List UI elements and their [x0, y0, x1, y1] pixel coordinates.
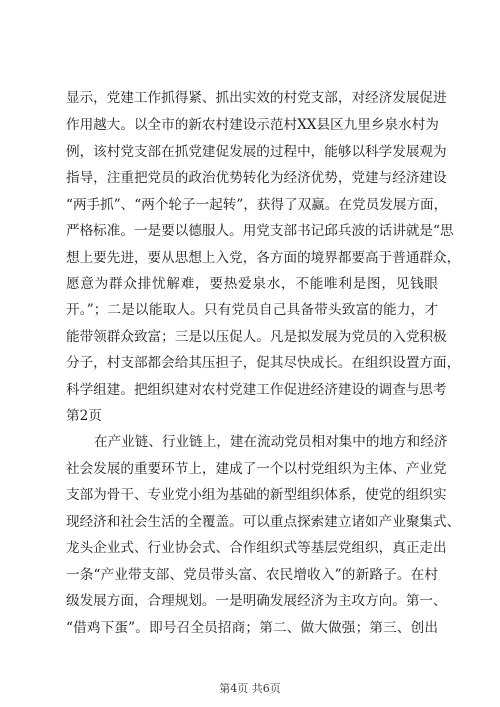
body-text-line: 级发展方面，合理规划。一是明确发展经济为主攻方向。第一、 — [66, 593, 447, 609]
body-text-line: 显示，党建工作抓得紧、抓出实效的村党支部，对经济发展促进 — [66, 90, 447, 106]
body-text-line: 想上要先进，要从思想上入党，各方面的境界都要高于普通群众， — [66, 250, 461, 266]
body-text-line: 支部为骨干、专业党小组为基础的新型组织体系，使党的组织实 — [66, 487, 447, 503]
body-text-line: 社会发展的重要环节上，建成了一个以村党组织为主体、产业党 — [66, 461, 447, 477]
body-text-line: 愿意为群众排忧解难，要热爱泉水，不能唯利是图，见钱眼 — [66, 276, 438, 292]
body-text-line: 一条“产业带支部、党员带头富、农民增收入”的新路子。在村 — [66, 567, 438, 583]
body-text-line: 例，该村党支部在抓党建促发展的过程中，能够以科学发展观为 — [66, 144, 447, 160]
body-text-line: 龙头企业式、行业协会式、合作组织式等基层党组织，真正走出 — [66, 540, 447, 556]
body-text-line: 开。”；二是以能取人。只有党员自己具备带头致富的能力，才 — [66, 302, 438, 318]
body-text-line: 能带领群众致富；三是以压促人。凡是拟发展为党员的入党积极 — [66, 329, 447, 345]
body-text-line: 指导，注重把党员的政治优势转化为经济优势，党建与经济建设 — [66, 170, 447, 186]
body-text-line: 严格标准。一是要以德服人。用党支部书记邱兵波的话讲就是“思 — [66, 223, 454, 239]
paragraph-first-line: 在产业链、行业链上，建在流动党员相对集中的地方和经济 — [94, 434, 448, 450]
page-footer: 第4页 共6页 — [219, 682, 281, 695]
body-text-line: 科学组建。把组织建对农村党建工作促进经济建设的调查与思考 — [66, 382, 447, 398]
body-text-line: 作用越大。以全市的新农村建设示范村XX县区九里乡泉水村为 — [66, 117, 439, 133]
body-text-line: 现经济和社会生活的全覆盖。可以重点探索建立诸如产业聚集式、 — [66, 514, 461, 530]
body-text-line: “两手抓”、“两个轮子一起转”，获得了双赢。在党员发展方面， — [66, 197, 448, 213]
inline-page-marker: 第2页 — [66, 408, 102, 424]
body-text-line: “借鸡下蛋”。即号召全员招商；第二、做大做强；第三、创出 — [66, 620, 438, 636]
body-text-line: 分子，村支部都会给其压担子，促其尽快成长。在组织设置方面， — [66, 355, 461, 371]
